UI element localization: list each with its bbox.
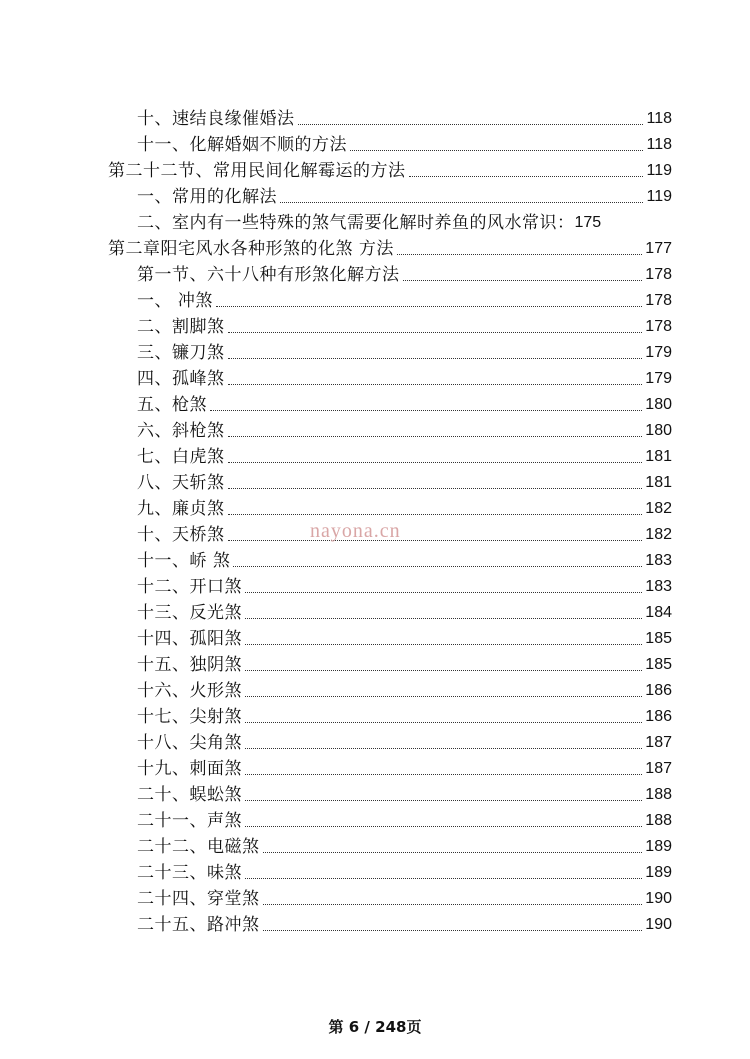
toc-entry-page: 119 (646, 188, 672, 205)
toc-entry-page: 180 (645, 396, 672, 413)
toc-entry-page: 178 (645, 266, 672, 283)
toc-entry-title: 五、枪煞 (137, 395, 207, 415)
toc-entry-page: 183 (645, 578, 672, 595)
toc-entry[interactable] (0, 831, 672, 857)
toc-entry[interactable] (0, 805, 672, 831)
toc-entry-page: 183 (645, 552, 672, 569)
toc-dot-leader (228, 384, 643, 385)
toc-entry[interactable] (0, 129, 672, 155)
toc-dot-leader (228, 332, 643, 333)
toc-dot-leader (409, 176, 644, 177)
toc-entry[interactable] (0, 285, 672, 311)
toc-dot-leader (263, 930, 643, 931)
toc-dot-leader (245, 592, 642, 593)
toc-dot-leader (245, 722, 642, 723)
toc-entry[interactable] (0, 857, 672, 883)
toc-dot-leader (245, 800, 642, 801)
toc-entry-title: 第二章阳宅风水各种形煞的化煞 方法 (108, 239, 394, 259)
toc-entry-title: 二十、蜈蚣煞 (137, 785, 242, 805)
toc-entry-page: 185 (645, 630, 672, 647)
toc-entry[interactable] (0, 311, 672, 337)
toc-entry-page: 182 (645, 500, 672, 517)
toc-entry[interactable] (0, 883, 672, 909)
toc-dot-leader (245, 618, 642, 619)
toc-dot-leader (216, 306, 642, 307)
toc-entry-page: 179 (645, 344, 672, 361)
toc-dot-leader (403, 280, 643, 281)
toc-entry-page: 175 (574, 214, 602, 231)
toc-entry-title: 第一节、六十八种有形煞化解方法 (137, 265, 400, 285)
toc-dot-leader (245, 644, 642, 645)
toc-entry-page: 190 (645, 916, 672, 933)
toc-entry-title: 十、天桥煞 (137, 525, 225, 545)
toc-entry[interactable] (0, 389, 672, 415)
toc-entry[interactable] (0, 779, 672, 805)
toc-dot-leader (245, 670, 642, 671)
toc-entry-title: 二十三、味煞 (137, 863, 242, 883)
toc-dot-leader (280, 202, 643, 203)
toc-entry[interactable] (0, 753, 672, 779)
toc-entry[interactable] (0, 909, 672, 935)
toc-entry[interactable] (0, 337, 672, 363)
toc-entry-title: 十一、峤 煞 (137, 551, 231, 571)
toc-dot-leader (228, 462, 643, 463)
toc-entry[interactable] (0, 701, 672, 727)
toc-dot-leader (245, 878, 642, 879)
toc-entry-page: 187 (645, 734, 672, 751)
toc-dot-leader (210, 410, 642, 411)
toc-dot-leader (228, 540, 643, 541)
toc-entry-title: 一、常用的化解法 (137, 187, 277, 207)
toc-entry-page: 181 (645, 448, 672, 465)
watermark: nayona.cn (310, 520, 401, 542)
toc-entry-page: 180 (645, 422, 672, 439)
toc-entry-title: 十、速结良缘催婚法 (137, 109, 295, 129)
toc-entry[interactable] (0, 675, 672, 701)
toc-entry-title: 三、镰刀煞 (137, 343, 225, 363)
toc-dot-leader (228, 436, 643, 437)
toc-entry-title: 第二十二节、常用民间化解霉运的方法 (108, 161, 406, 181)
toc-entry[interactable] (0, 363, 672, 389)
toc-dot-leader (228, 358, 643, 359)
toc-dot-leader (245, 774, 642, 775)
toc-entry-page: 118 (646, 110, 672, 127)
toc-entry-page: 186 (645, 708, 672, 725)
toc-entry-page: 178 (645, 318, 672, 335)
toc-entry-page: 189 (645, 864, 672, 881)
toc-entry[interactable] (0, 233, 672, 259)
toc-entry-page: 177 (645, 240, 672, 257)
toc-entry-page: 119 (646, 162, 672, 179)
toc-dot-leader (263, 904, 643, 905)
toc-entry-title: 二十一、声煞 (137, 811, 242, 831)
toc-entry-page: 118 (646, 136, 672, 153)
toc-entry-title: 七、白虎煞 (137, 447, 225, 467)
table-of-contents (0, 103, 750, 935)
toc-entry-page: 188 (645, 786, 672, 803)
toc-entry-title: 二、割脚煞 (137, 317, 225, 337)
toc-entry[interactable] (0, 155, 672, 181)
toc-dot-leader (228, 488, 643, 489)
toc-entry-page: 189 (645, 838, 672, 855)
toc-entry[interactable] (0, 597, 672, 623)
toc-entry-page: 185 (645, 656, 672, 673)
toc-entry-title: 二、室内有一些特殊的煞气需要化解时养鱼的风水常识： (137, 213, 575, 233)
toc-dot-leader (233, 566, 642, 567)
toc-entry[interactable] (0, 415, 672, 441)
toc-entry-title: 十一、化解婚姻不顺的方法 (137, 135, 347, 155)
toc-dot-leader (263, 852, 643, 853)
toc-dot-leader (245, 696, 642, 697)
toc-entry-page: 190 (645, 890, 672, 907)
toc-entry-title: 十三、反光煞 (137, 603, 242, 623)
toc-entry-title: 六、斜枪煞 (137, 421, 225, 441)
toc-entry-title: 十五、独阴煞 (137, 655, 242, 675)
toc-entry-page: 178 (645, 292, 672, 309)
toc-entry-title: 十四、孤阳煞 (137, 629, 242, 649)
toc-entry-title: 二十五、路冲煞 (137, 915, 260, 935)
toc-entry-title: 十七、尖射煞 (137, 707, 242, 727)
toc-dot-leader (298, 124, 644, 125)
toc-entry[interactable] (0, 727, 672, 753)
toc-entry-title: 二十四、穿堂煞 (137, 889, 260, 909)
toc-entry-title: 十八、尖角煞 (137, 733, 242, 753)
toc-entry[interactable] (0, 441, 672, 467)
toc-entry-page: 186 (645, 682, 672, 699)
toc-entry[interactable] (0, 207, 672, 233)
toc-entry-page: 187 (645, 760, 672, 777)
toc-entry-page: 179 (645, 370, 672, 387)
toc-entry[interactable] (0, 493, 672, 519)
toc-dot-leader (350, 150, 643, 151)
toc-entry-title: 十九、刺面煞 (137, 759, 242, 779)
toc-entry-page: 181 (645, 474, 672, 491)
toc-dot-leader (397, 254, 642, 255)
toc-entry-title: 八、天斩煞 (137, 473, 225, 493)
toc-entry-page: 188 (645, 812, 672, 829)
toc-entry-title: 二十二、电磁煞 (137, 837, 260, 857)
toc-entry-title: 一、 冲煞 (137, 291, 213, 311)
toc-entry-title: 四、孤峰煞 (137, 369, 225, 389)
toc-entry[interactable] (0, 649, 672, 675)
toc-entry-title: 九、廉贞煞 (137, 499, 225, 519)
toc-entry[interactable] (0, 467, 672, 493)
toc-dot-leader (245, 748, 642, 749)
toc-entry[interactable] (0, 623, 672, 649)
toc-entry[interactable] (0, 259, 672, 285)
toc-entry[interactable] (0, 181, 672, 207)
toc-entry-page: 182 (645, 526, 672, 543)
toc-dot-leader (228, 514, 643, 515)
toc-entry-page: 184 (645, 604, 672, 621)
toc-entry[interactable] (0, 103, 672, 129)
toc-dot-leader (245, 826, 642, 827)
toc-entry[interactable] (0, 571, 672, 597)
toc-entry-title: 十二、开口煞 (137, 577, 242, 597)
toc-entry[interactable] (0, 545, 672, 571)
toc-entry-title: 十六、火形煞 (137, 681, 242, 701)
page-number-footer: 第 6 / 248页 (328, 1018, 422, 1036)
